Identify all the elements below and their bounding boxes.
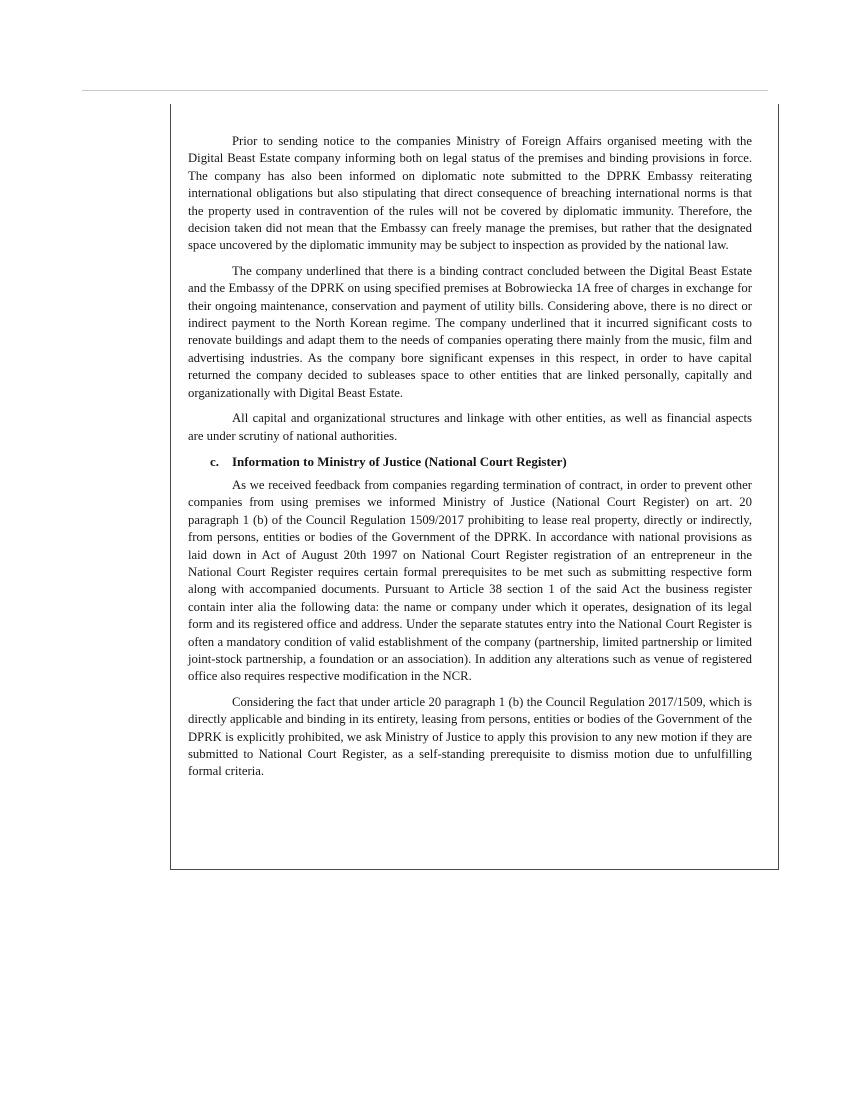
paragraph-diplomatic-note: Prior to sending notice to the companies Ministry of Foreign Affairs organised meeting with the Digital Beast Estate company informing both on legal status of the premises and binding provisions in force. The company has also been informed on diplomatic note submitted to the DPRK Embassy reiterating international obligations but also stipulating that direct consequence of breaching international norms is that the property used in contravention of the rules will not be covered by diplomatic immunity. Therefore, the decision taken did not mean that the Embassy can freely manage the premises, but rather that the designated space uncovered by the diplomatic immunity may be subject to inspection as provided by the national law. — [188, 134, 752, 253]
section-letter: c. — [210, 453, 220, 469]
paragraph-national-scrutiny: All capital and organizational structures and linkage with other entities, as well as financial aspects are under scrutiny of national authorities. — [188, 411, 752, 443]
paragraph-court-register-notice: As we received feedback from companies regarding termination of contract, in order to prevent other companies from using premises we informed Ministry of Justice (National Court Register) on art. 20 paragraph 1 (b) of the Council Regulation 1509/2017 prohibiting to lease real property, directly or indirectly, from persons, entities or bodies of the Government of the DPRK. In accordance with national provisions as laid down in Act of August 20th 1997 on National Court Register registration of an entrepreneur in the National Court Register requires certain formal prerequisites to be met such as submitting respective form along with accompanied documents. Pursuant to Article 38 section 1 of the said Act the business register contain inter alia the following data: the name or company under which it operates, designation of its legal form and its registered office and address. Under the separate statutes entry into the National Court Register is often a mandatory condition of valid establishment of the company (partnership, limited partnership or limited joint-stock partnership, a foundation or an association). In addition any alterations such as venue of registered office also requires respective modification in the NCR. — [188, 477, 752, 684]
document-body — [188, 133, 752, 789]
paragraph-binding-contract: The company underlined that there is a binding contract concluded between the Digital Beast Estate and the Embassy of the DPRK on using specified premises at Bobrowiecka 1A free of charges in exchange for their ongoing maintenance, conservation and payment of utility bills. Considering above, there is no direct or indirect payment to the North Korean regime. The company underlined that it incurred significant costs to renovate buildings and adapt them to the needs of companies operating there mainly from the music, film and advertising industries. As the company bore significant expenses in this respect, in order to have capital returned the company decided to subleases space to other entities that are linked personally, capitally and organizationally with Digital Beast Estate. — [188, 263, 752, 400]
section-heading-c — [188, 453, 752, 471]
header-divider — [82, 90, 768, 91]
section-title: Information to Ministry of Justice (National Court Register) — [232, 453, 567, 469]
paragraph-request-to-ministry: Considering the fact that under article 20 paragraph 1 (b) the Council Regulation 2017/1509, which is directly applicable and binding in its entirety, leasing from persons, entities or bodies of the Government of the DPRK is explicitly prohibited, we ask Ministry of Justice to apply this provision to any new motion if they are submitted to National Court Register, as a self-standing prerequisite to dismiss motion due to unfulfilling formal criteria. — [188, 694, 752, 779]
